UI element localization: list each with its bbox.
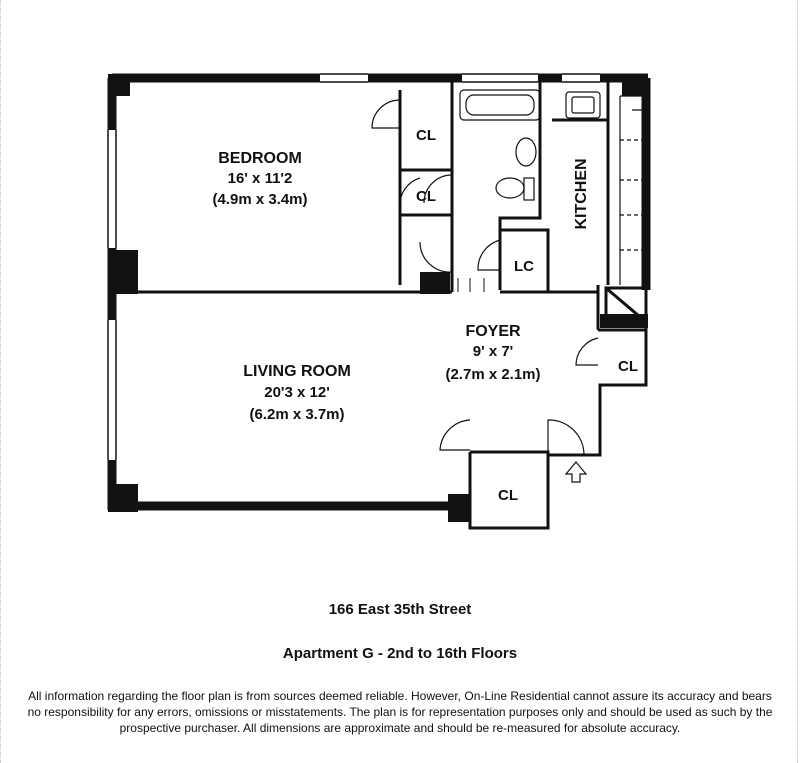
foyer-dims-ft: 9' x 7' [472, 343, 514, 360]
closet-label: CL [416, 188, 436, 205]
foyer-name: FOYER [465, 323, 521, 340]
closet-label: CL [498, 487, 518, 504]
bedroom-dims-m: (4.9m x 3.4m) [212, 191, 308, 208]
kitchen-name: KITCHEN [573, 158, 590, 230]
living-room-name: LIVING ROOM [243, 363, 351, 380]
bathroom-fixtures [460, 90, 540, 200]
living-room-dims-ft: 20'3 x 12' [264, 384, 330, 401]
foyer-dims-m: (2.7m x 2.1m) [445, 366, 541, 383]
living-room-dims-m: (6.2m x 3.7m) [249, 406, 345, 423]
door-swings [372, 100, 598, 455]
closet-label: CL [416, 127, 436, 144]
exterior-walls [112, 78, 648, 510]
bedroom-name: BEDROOM [218, 150, 302, 167]
bedroom-dims-ft: 16' x 11'2 [227, 170, 293, 187]
interior-walls [112, 78, 646, 528]
apartment-line: Apartment G - 2nd to 16th Floors [282, 645, 518, 662]
closet-label: CL [618, 358, 638, 375]
address: 166 East 35th Street [328, 601, 472, 618]
linen-closet-label: LC [514, 258, 534, 275]
disclaimer: All information regarding the floor plan is from sources deemed reliable. However, On-Line Residential cannot assure its accuracy and bears no responsibility for any errors, omissions or misstatements. The plan is for representation purposes only and should be used as such by the prospective purchaser. All dimensions are approximate and should be re-measured for absolute accuracy. [27, 689, 773, 735]
entry-arrow-icon [566, 462, 586, 482]
